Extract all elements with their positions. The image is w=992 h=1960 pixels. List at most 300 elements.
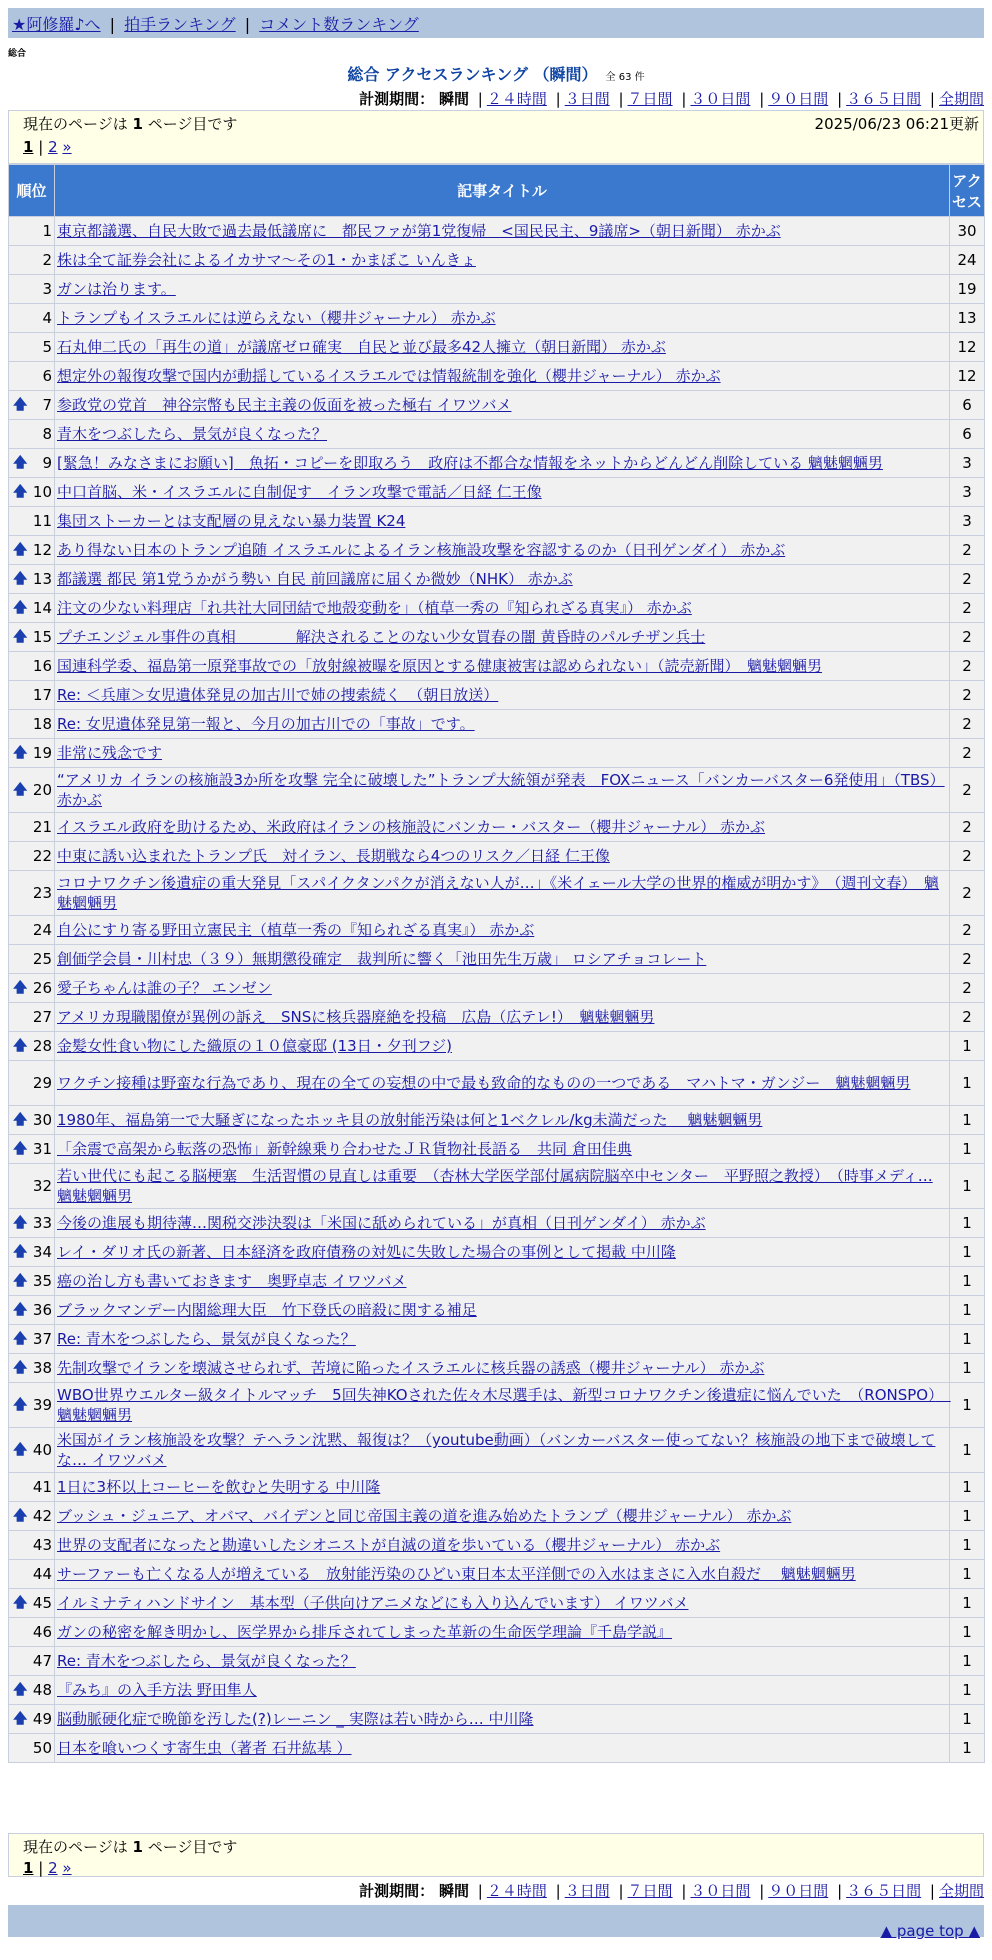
period-option[interactable]: ３０日間 bbox=[690, 90, 751, 108]
article-link[interactable]: ブッシュ・ジュニア、オバマ、バイデンと同じ帝国主義の道を進み始めたトランプ（櫻井ジャーナル） 赤かぶ bbox=[57, 1507, 792, 1525]
rank-cell bbox=[9, 304, 55, 333]
access-count: 2 bbox=[950, 594, 985, 623]
rank-number: 24 bbox=[32, 921, 52, 939]
rank-number: 36 bbox=[32, 1301, 52, 1319]
rank-number: 50 bbox=[32, 1739, 52, 1757]
access-count: 1 bbox=[950, 1473, 985, 1502]
article-link[interactable]: ブラックマンデー内閣総理大臣 竹下登氏の暗殺に関する補足 bbox=[57, 1301, 477, 1319]
item-count: 全 63 件 bbox=[605, 72, 645, 83]
access-count: 19 bbox=[950, 275, 985, 304]
up-arrow-icon: 🡅 bbox=[13, 397, 28, 413]
rank-cell bbox=[9, 275, 55, 304]
up-arrow-icon: 🡅 bbox=[13, 629, 28, 645]
article-link[interactable]: 非常に残念です bbox=[57, 744, 163, 762]
period-option[interactable]: ９０日間 bbox=[768, 1882, 829, 1900]
access-count: 1 bbox=[950, 1296, 985, 1325]
article-link[interactable]: 想定外の報復攻撃で国内が動揺しているイスラエルでは情報統制を強化（櫻井ジャーナル） 赤かぶ bbox=[57, 367, 721, 385]
article-link[interactable]: 中口首脳、米・イスラエルに自制促す イラン攻撃で電話／日経 仁王像 bbox=[57, 483, 542, 501]
article-link[interactable]: 中東に誘い込まれたトランプ氏 対イラン、長期戦なら4つのリスク／日経 仁王像 bbox=[57, 847, 610, 865]
article-link[interactable]: 金髪女性食い物にした織原の１０億豪邸 (13日・夕刊フジ) bbox=[57, 1037, 452, 1055]
access-count: 6 bbox=[950, 420, 985, 449]
up-arrow-icon: 🡅 bbox=[13, 1112, 28, 1128]
article-link[interactable]: プチエンジェル事件の真相 解決されることのない少女買春の闇 黄昏時のパルチザン兵士 bbox=[57, 628, 706, 646]
pager bbox=[23, 1859, 969, 1877]
period-separator: | bbox=[618, 90, 624, 108]
rank-cell bbox=[9, 652, 55, 681]
rank-cell bbox=[9, 813, 55, 842]
table-row bbox=[9, 1032, 985, 1061]
title-cell bbox=[55, 710, 950, 739]
period-option[interactable]: ３６５日間 bbox=[846, 90, 922, 108]
up-arrow-icon: 🡅 bbox=[13, 1508, 28, 1524]
title-cell bbox=[55, 623, 950, 652]
article-link[interactable]: 1日に3杯以上コーヒーを飲むと失明する 中川隆 bbox=[57, 1478, 381, 1496]
rank-number: 25 bbox=[32, 950, 52, 968]
rank-cell bbox=[9, 974, 55, 1003]
table-row bbox=[9, 391, 985, 420]
table-row bbox=[9, 362, 985, 391]
article-link[interactable]: 創価学会員・川村忠（３９）無期懲役確定 裁判所に響く「池田先生万歳」 ロシアチョコレート bbox=[57, 950, 707, 968]
table-row bbox=[9, 507, 985, 536]
rank-cell bbox=[9, 623, 55, 652]
table-row bbox=[9, 1209, 985, 1238]
article-link[interactable]: Re: 女児遺体発見第一報と、今月の加古川での「事故」です。 bbox=[57, 715, 475, 733]
rank-cell bbox=[9, 536, 55, 565]
article-link[interactable]: 1980年、福島第一で大騒ぎになったホッキ貝の放射能汚染は何と1ベクレル/kg未満だった 魑魅魍魎男 bbox=[57, 1111, 763, 1129]
article-link[interactable]: [緊急！みなさまにお願い] 魚拓・コピーを即取ろう 政府は不都合な情報をネットからどんどん削除している 魑魅魍魎男 bbox=[57, 454, 883, 472]
title-cell bbox=[55, 1032, 950, 1061]
current-page-number: 1 bbox=[132, 115, 143, 133]
article-link[interactable]: Re: 青木をつぶしたら、景気が良くなった？ bbox=[57, 1330, 356, 1348]
up-arrow-icon: 🡅 bbox=[13, 1141, 28, 1157]
up-arrow-icon: 🡅 bbox=[13, 1595, 28, 1611]
table-row bbox=[9, 842, 985, 871]
rank-number: 18 bbox=[32, 715, 52, 733]
period-option[interactable]: ３０日間 bbox=[690, 1882, 751, 1900]
access-count: 2 bbox=[950, 871, 985, 916]
up-arrow-icon: 🡅 bbox=[13, 484, 28, 500]
article-link[interactable]: トランプもイスラエルには逆らえない（櫻井ジャーナル） 赤かぶ bbox=[57, 309, 496, 327]
rank-number: 21 bbox=[32, 818, 52, 836]
access-count: 12 bbox=[950, 333, 985, 362]
article-link[interactable]: “アメリカ イランの核施設3か所を攻撃 完全に破壊した”トランプ大統領が発表 FOXニュース「バンカーバスター6発使用」（TBS） 赤かぶ bbox=[57, 771, 945, 809]
col-header-rank: 順位 bbox=[9, 165, 55, 217]
title-cell bbox=[55, 842, 950, 871]
period-option[interactable]: 全期間 bbox=[938, 90, 984, 108]
rank-cell bbox=[9, 1325, 55, 1354]
up-arrow-icon: 🡅 bbox=[13, 1442, 28, 1458]
article-link[interactable]: 今後の進展も期待薄…関税交渉決裂は「米国に舐められている」が真相（日刊ゲンダイ） 赤かぶ bbox=[57, 1214, 706, 1232]
article-link[interactable]: 国連科学委、福島第一原発事故での「放射線被曝を原因とする健康被害は認められない」（読売新聞） 魑魅魍魎男 bbox=[57, 657, 823, 675]
title-cell bbox=[55, 1061, 950, 1106]
access-count: 1 bbox=[950, 1734, 985, 1763]
title-cell bbox=[55, 1325, 950, 1354]
table-row bbox=[9, 871, 985, 916]
period-option[interactable]: 全期間 bbox=[938, 1882, 984, 1900]
article-link[interactable]: ガンの秘密を解き明かし、医学界から排斥されてしまった革新の生命医学理論『千島学説』 bbox=[57, 1623, 673, 1641]
ranking-table bbox=[8, 164, 985, 1763]
table-row bbox=[9, 1238, 985, 1267]
rank-number: 34 bbox=[32, 1243, 52, 1261]
rank-cell bbox=[9, 333, 55, 362]
article-link[interactable]: 米国がイラン核施設を攻撃？テヘラン沈黙、報復は？（youtube動画）（バンカーバスター使ってない？核施設の地下まで破壊してな… イワツバメ bbox=[57, 1431, 936, 1469]
table-row bbox=[9, 217, 985, 246]
page-info-top bbox=[8, 110, 984, 164]
title-cell bbox=[55, 916, 950, 945]
rank-cell bbox=[9, 1705, 55, 1734]
nav-separator: | bbox=[109, 15, 116, 34]
table-row bbox=[9, 652, 985, 681]
rank-cell bbox=[9, 1106, 55, 1135]
rank-number: 39 bbox=[32, 1396, 52, 1414]
rank-cell bbox=[9, 1734, 55, 1763]
article-link[interactable]: 日本を喰いつくす寄生虫（著者 石井紘基 ） bbox=[57, 1739, 352, 1757]
article-link[interactable]: 集団ストーカーとは支配層の見えない暴力装置 K24 bbox=[57, 512, 406, 530]
top-nav bbox=[8, 8, 984, 38]
up-arrow-icon: 🡅 bbox=[13, 745, 28, 761]
rank-number: 14 bbox=[32, 599, 52, 617]
rank-cell bbox=[9, 1267, 55, 1296]
page-link-1[interactable]: 1 bbox=[23, 1859, 34, 1877]
rank-cell bbox=[9, 739, 55, 768]
rank-cell bbox=[9, 478, 55, 507]
article-link[interactable]: 注文の少ない料理店「れ共社大同団結で地殻変動を」（植草一秀の『知られざる真実』） 赤かぶ bbox=[57, 599, 692, 617]
rank-cell bbox=[9, 1209, 55, 1238]
table-row bbox=[9, 710, 985, 739]
up-arrow-icon: 🡅 bbox=[13, 1682, 28, 1698]
table-row bbox=[9, 1705, 985, 1734]
comment-ranking-link[interactable]: コメント数ランキング bbox=[259, 15, 419, 34]
period-selector-bottom bbox=[359, 1880, 984, 1901]
period-label: 計測期間： bbox=[359, 90, 435, 108]
period-separator: | bbox=[759, 1882, 765, 1900]
rank-cell bbox=[9, 362, 55, 391]
rank-number: 49 bbox=[32, 1710, 52, 1728]
col-header-access: アクセス bbox=[950, 165, 985, 217]
access-count: 1 bbox=[950, 1428, 985, 1473]
table-row bbox=[9, 1354, 985, 1383]
period-current: 瞬間 bbox=[438, 90, 469, 108]
rank-cell bbox=[9, 710, 55, 739]
table-row bbox=[9, 536, 985, 565]
up-arrow-icon: 🡅 bbox=[13, 980, 28, 996]
access-count: 1 bbox=[950, 1325, 985, 1354]
access-count: 1 bbox=[950, 1032, 985, 1061]
access-count: 3 bbox=[950, 478, 985, 507]
rank-number: 16 bbox=[32, 657, 52, 675]
rank-number: 1 bbox=[42, 222, 52, 240]
article-link[interactable]: 石丸伸二氏の「再生の道」が議席ゼロ確実 自民と並び最多42人擁立（朝日新聞） 赤かぶ bbox=[57, 338, 666, 356]
title-cell bbox=[55, 391, 950, 420]
up-arrow-icon: 🡅 bbox=[13, 1244, 28, 1260]
article-link[interactable]: 先制攻撃でイランを壊滅させられず、苦境に陥ったイスラエルに核兵器の誘惑（櫻井ジャーナル） 赤かぶ bbox=[57, 1359, 765, 1377]
next-page-link[interactable]: » bbox=[62, 1859, 72, 1877]
article-link[interactable]: アメリカ現職閣僚が異例の訴え SNSに核兵器廃絶を投稿 広島（広テレ!） 魑魅魍魎男 bbox=[57, 1008, 655, 1026]
access-count: 1 bbox=[950, 1164, 985, 1209]
title-cell bbox=[55, 1267, 950, 1296]
article-link[interactable]: 脳動脈硬化症で晩節を汚した(?)レーニン _ 実際は若い時から… 中川隆 bbox=[57, 1710, 534, 1728]
period-option[interactable]: ７日間 bbox=[627, 90, 673, 108]
rank-number: 8 bbox=[42, 425, 52, 443]
page-status-prefix: 現在のページは bbox=[23, 1838, 128, 1856]
table-row bbox=[9, 1106, 985, 1135]
table-row bbox=[9, 813, 985, 842]
period-option[interactable]: ３６５日間 bbox=[846, 1882, 922, 1900]
title-cell bbox=[55, 362, 950, 391]
rank-cell bbox=[9, 246, 55, 275]
table-row bbox=[9, 1473, 985, 1502]
period-option[interactable]: ７日間 bbox=[627, 1882, 673, 1900]
up-arrow-icon: 🡅 bbox=[13, 571, 28, 587]
article-link[interactable]: 癌の治し方も書いておきます 奥野卓志 イワツバメ bbox=[57, 1272, 407, 1290]
rank-cell bbox=[9, 1647, 55, 1676]
col-header-title: 記事タイトル bbox=[55, 165, 950, 217]
title-cell bbox=[55, 1164, 950, 1209]
period-separator: | bbox=[618, 1882, 624, 1900]
rank-number: 45 bbox=[32, 1594, 52, 1612]
period-separator: | bbox=[929, 1882, 935, 1900]
table-row bbox=[9, 1734, 985, 1763]
clap-ranking-link[interactable]: 拍手ランキング bbox=[124, 15, 236, 34]
up-arrow-icon: 🡅 bbox=[13, 1397, 28, 1413]
period-separator: | bbox=[477, 1882, 483, 1900]
access-count: 1 bbox=[950, 1502, 985, 1531]
title-cell bbox=[55, 1705, 950, 1734]
article-link[interactable]: WBO世界ウエルター級タイトルマッチ 5回失神KOされた佐々木尽選手は、新型コロナワクチン後遺症に悩んでいた （RONSPO） 魑魅魍魎男 bbox=[57, 1386, 951, 1424]
pager-separator: | bbox=[38, 1859, 44, 1877]
title-cell bbox=[55, 304, 950, 333]
access-count: 30 bbox=[950, 217, 985, 246]
table-row bbox=[9, 1003, 985, 1032]
title-cell bbox=[55, 1531, 950, 1560]
rank-cell bbox=[9, 1502, 55, 1531]
table-row bbox=[9, 623, 985, 652]
access-count: 1 bbox=[950, 1618, 985, 1647]
rank-number: 35 bbox=[32, 1272, 52, 1290]
access-count: 1 bbox=[950, 1209, 985, 1238]
rank-cell bbox=[9, 507, 55, 536]
access-count: 2 bbox=[950, 623, 985, 652]
rank-number: 9 bbox=[42, 454, 52, 472]
article-link[interactable]: 自公にすり寄る野田立憲民主（植草一秀の『知られざる真実』） 赤かぶ bbox=[57, 921, 535, 939]
rank-cell bbox=[9, 1003, 55, 1032]
rank-cell bbox=[9, 594, 55, 623]
rank-number: 47 bbox=[32, 1652, 52, 1670]
table-row bbox=[9, 1296, 985, 1325]
article-link[interactable]: 『みち』の入手方法 野田隼人 bbox=[57, 1681, 257, 1699]
rank-cell bbox=[9, 1531, 55, 1560]
rank-cell bbox=[9, 916, 55, 945]
table-row bbox=[9, 1502, 985, 1531]
article-link[interactable]: Re: ＜兵庫＞女児遺体発見の加古川で姉の捜索続く （朝日放送） bbox=[57, 686, 499, 704]
up-arrow-icon: 🡅 bbox=[13, 782, 28, 798]
article-link[interactable]: Re: 青木をつぶしたら、景気が良くなった？ bbox=[57, 1652, 356, 1670]
table-row bbox=[9, 1560, 985, 1589]
table-row bbox=[9, 246, 985, 275]
table-row bbox=[9, 333, 985, 362]
pager bbox=[23, 138, 969, 156]
rank-number: 19 bbox=[32, 744, 52, 762]
rank-cell bbox=[9, 842, 55, 871]
table-row bbox=[9, 1267, 985, 1296]
rank-number: 26 bbox=[32, 979, 52, 997]
rank-number: 2 bbox=[42, 251, 52, 269]
access-count: 2 bbox=[950, 681, 985, 710]
rank-number: 46 bbox=[32, 1623, 52, 1641]
period-separator: | bbox=[681, 90, 687, 108]
table-row bbox=[9, 1531, 985, 1560]
title-cell bbox=[55, 945, 950, 974]
table-row bbox=[9, 565, 985, 594]
article-link[interactable]: ワクチン接種は野蛮な行為であり、現在の全ての妄想の中で最も致命的なものの一つである マハトマ・ガンジー 魑魅魍魎男 bbox=[57, 1074, 911, 1092]
page-status bbox=[23, 1836, 969, 1857]
rank-number: 28 bbox=[32, 1037, 52, 1055]
table-row bbox=[9, 594, 985, 623]
article-link[interactable]: イスラエル政府を助けるため、米政府はイランの核施設にバンカー・バスター（櫻井ジャーナル） 赤かぶ bbox=[57, 818, 765, 836]
title-cell bbox=[55, 1428, 950, 1473]
article-link[interactable]: イルミナティハンドサイン 基本型（子供向けアニメなどにも入り込んでいます） イワツバメ bbox=[57, 1594, 689, 1612]
table-row bbox=[9, 1383, 985, 1428]
rank-number: 27 bbox=[32, 1008, 52, 1026]
period-option[interactable]: ３日間 bbox=[564, 1882, 610, 1900]
rank-number: 11 bbox=[32, 512, 52, 530]
home-link[interactable]: ★阿修羅♪へ bbox=[12, 15, 101, 34]
article-link[interactable]: レイ・ダリオ氏の新著、日本経済を政府債務の対処に失敗した場合の事例として掲載 中川隆 bbox=[57, 1243, 676, 1261]
article-link[interactable]: 東京都議選、自民大敗で過去最低議席に 都民ファが第1党復帰 <国民民主、9議席>（朝日新聞） 赤かぶ bbox=[57, 222, 781, 240]
period-separator: | bbox=[555, 90, 561, 108]
rank-number: 48 bbox=[32, 1681, 52, 1699]
rank-number: 29 bbox=[32, 1074, 52, 1092]
article-link[interactable]: 青木をつぶしたら、景気が良くなった？ bbox=[57, 425, 328, 443]
rank-cell bbox=[9, 1354, 55, 1383]
access-count: 6 bbox=[950, 391, 985, 420]
page-heading bbox=[0, 62, 992, 85]
access-count: 1 bbox=[950, 1383, 985, 1428]
title-cell bbox=[55, 1589, 950, 1618]
rank-number: 17 bbox=[32, 686, 52, 704]
rank-cell bbox=[9, 681, 55, 710]
access-count: 3 bbox=[950, 449, 985, 478]
page-top-link[interactable]: ▲ page top ▲ bbox=[880, 1922, 980, 1940]
access-count: 2 bbox=[950, 739, 985, 768]
title-cell bbox=[55, 1209, 950, 1238]
rank-number: 33 bbox=[32, 1214, 52, 1232]
title-cell bbox=[55, 217, 950, 246]
article-link[interactable]: コロナワクチン後遺症の重大発見「スパイクタンパクが消えない人が…」《米イェール大学の世界的権威が明かす》 （週刊文春） 魑魅魍魎男 bbox=[57, 874, 939, 912]
rank-cell bbox=[9, 945, 55, 974]
access-count: 2 bbox=[950, 842, 985, 871]
access-count: 1 bbox=[950, 1354, 985, 1383]
rank-cell bbox=[9, 1428, 55, 1473]
page-link-2[interactable]: 2 bbox=[48, 138, 58, 156]
access-count: 1 bbox=[950, 1135, 985, 1164]
access-count: 13 bbox=[950, 304, 985, 333]
title-cell bbox=[55, 1676, 950, 1705]
period-separator: | bbox=[555, 1882, 561, 1900]
access-count: 2 bbox=[950, 652, 985, 681]
table-row bbox=[9, 1676, 985, 1705]
title-cell bbox=[55, 1296, 950, 1325]
period-selector-top bbox=[359, 88, 984, 109]
up-arrow-icon: 🡅 bbox=[13, 1273, 28, 1289]
rank-number: 13 bbox=[32, 570, 52, 588]
article-link[interactable]: ガンは治ります。 bbox=[57, 280, 176, 298]
page-link-2[interactable]: 2 bbox=[48, 1859, 58, 1877]
table-row bbox=[9, 304, 985, 333]
next-page-link[interactable]: » bbox=[62, 138, 72, 156]
article-link[interactable]: 世界の支配者になったと勘違いしたシオニストが自滅の道を歩いている（櫻井ジャーナル） 赤かぶ bbox=[57, 1536, 721, 1554]
article-link[interactable]: あり得ない日本のトランプ追随 イスラエルによるイラン核施設攻撃を容認するのか（日刊ゲンダイ） 赤かぶ bbox=[57, 541, 786, 559]
table-row bbox=[9, 1325, 985, 1354]
title-cell bbox=[55, 739, 950, 768]
up-arrow-icon: 🡅 bbox=[13, 600, 28, 616]
access-count: 2 bbox=[950, 565, 985, 594]
rank-cell bbox=[9, 1164, 55, 1209]
pager-separator: | bbox=[38, 138, 44, 156]
period-separator: | bbox=[759, 90, 765, 108]
rank-cell bbox=[9, 1061, 55, 1106]
access-count: 1 bbox=[950, 1267, 985, 1296]
title-cell bbox=[55, 681, 950, 710]
table-row bbox=[9, 945, 985, 974]
rank-number: 12 bbox=[32, 541, 52, 559]
period-option[interactable]: ３日間 bbox=[564, 90, 610, 108]
category-label: 総合 bbox=[8, 49, 27, 59]
article-link[interactable]: 参政党の党首 神谷宗幣も民主主義の仮面を被った極右 イワツバメ bbox=[57, 396, 512, 414]
period-separator: | bbox=[837, 1882, 843, 1900]
title-cell bbox=[55, 536, 950, 565]
title-cell bbox=[55, 1135, 950, 1164]
period-option[interactable]: ２４時間 bbox=[486, 90, 547, 108]
table-row bbox=[9, 478, 985, 507]
title-cell bbox=[55, 652, 950, 681]
rank-cell bbox=[9, 768, 55, 813]
table-row bbox=[9, 1618, 985, 1647]
title-cell bbox=[55, 420, 950, 449]
access-count: 3 bbox=[950, 507, 985, 536]
article-link[interactable]: 都議選 都民 第1党うかがう勢い 自民 前回議席に届くか微妙（NHK） 赤かぶ bbox=[57, 570, 573, 588]
period-separator: | bbox=[837, 90, 843, 108]
rank-cell bbox=[9, 1676, 55, 1705]
access-count: 1 bbox=[950, 1531, 985, 1560]
access-count: 1 bbox=[950, 1106, 985, 1135]
article-link[interactable]: 「余震で高架から転落の恐怖」新幹線乗り合わせたＪＲ貨物社長語る 共同 倉田佳典 bbox=[57, 1140, 632, 1158]
table-row bbox=[9, 768, 985, 813]
title-cell bbox=[55, 275, 950, 304]
period-option[interactable]: ２４時間 bbox=[486, 1882, 547, 1900]
period-label: 計測期間： bbox=[359, 1882, 435, 1900]
period-option[interactable]: ９０日間 bbox=[768, 90, 829, 108]
rank-cell bbox=[9, 1618, 55, 1647]
rank-number: 44 bbox=[32, 1565, 52, 1583]
title-cell bbox=[55, 565, 950, 594]
title-cell bbox=[55, 1354, 950, 1383]
rank-number: 40 bbox=[32, 1441, 52, 1459]
article-link[interactable]: 株は全て証券会社によるイカサマ〜その1・かまぼこ いんきょ bbox=[57, 251, 476, 269]
title-cell bbox=[55, 478, 950, 507]
article-link[interactable]: 若い世代にも起こる脳梗塞 生活習慣の見直しは重要 （杏林大学医学部付属病院脳卒中センター 平野照之教授） （時事メディ… 魑魅魍魎男 bbox=[57, 1167, 933, 1205]
table-row bbox=[9, 1428, 985, 1473]
rank-number: 20 bbox=[32, 781, 52, 799]
page-title: 総合 アクセスランキング （瞬間） bbox=[347, 65, 598, 84]
article-link[interactable]: サーファーも亡くなる人が増えている 放射能汚染のひどい東日本太平洋側での入水はまさに入水自殺だ 魑魅魍魎男 bbox=[57, 1565, 856, 1583]
page-info-bottom bbox=[8, 1833, 984, 1877]
page-link-1[interactable]: 1 bbox=[23, 138, 34, 156]
article-link[interactable]: 愛子ちゃんは誰の子？ エンゼン bbox=[57, 979, 272, 997]
rank-number: 42 bbox=[32, 1507, 52, 1525]
rank-cell bbox=[9, 420, 55, 449]
current-page-number: 1 bbox=[132, 1838, 143, 1856]
